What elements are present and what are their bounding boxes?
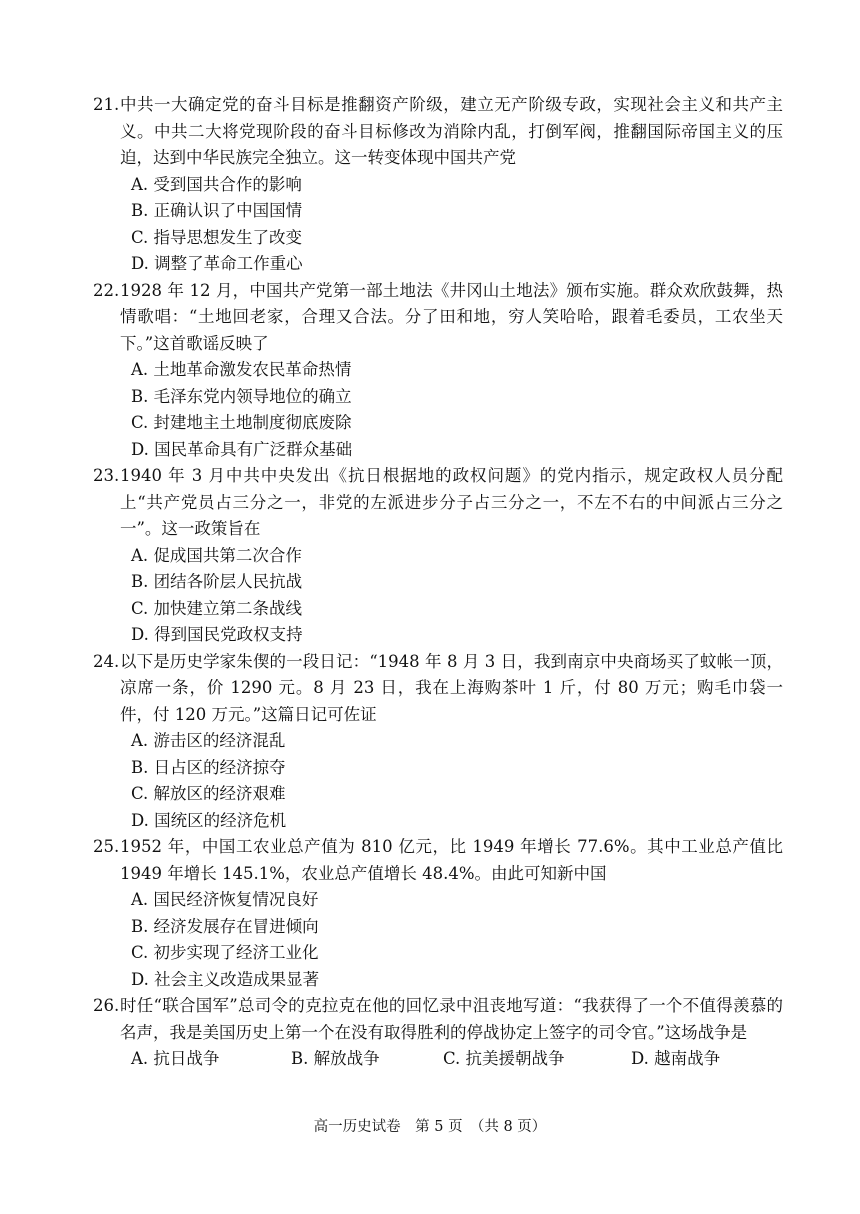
question-stem: [93, 993, 783, 1046]
option-d: D. 调整了革命工作重心: [131, 254, 303, 273]
options-row: [93, 1046, 783, 1073]
option-d: D. 国统区的经济危机: [131, 810, 287, 830]
question-26: [93, 993, 783, 1073]
question-text: 中共一大确定党的奋斗目标是推翻资产阶级，建立无产阶级专政，实现社会主义和共产主义。中共二大将党现阶段的奋斗目标修改为消除内乱，打倒军阀，推翻国际帝国主义的压迫，达到中华民族完全独立。这一转变体现中国共产党: [120, 95, 783, 167]
question-list: [93, 92, 783, 1073]
option-c: C. 初步实现了经济工业化: [131, 943, 319, 962]
question-text: 1928 年 12 月，中国共产党第一部土地法《井冈山土地法》颁布实施。群众欢欣鼓舞，热情歌唱：“土地回老家，合理又合法。分了田和地，穷人笑哈哈，跟着毛委员，工农坐天下。”这首歌谣反映了: [120, 280, 783, 353]
question-number: 25.: [93, 837, 120, 856]
option-c: C. 封建地主土地制度彻底废除: [131, 413, 352, 432]
option-a: A. 游击区的经济混乱: [131, 731, 286, 750]
option-c: C. 抗美援朝战争: [443, 1049, 565, 1068]
question-number: 26.: [93, 996, 120, 1015]
question-number: 21.: [93, 95, 120, 114]
question-24: [93, 649, 783, 835]
option-c: C. 解放区的经济艰难: [131, 784, 286, 803]
option-c: C. 加快建立第二条战线: [131, 598, 303, 618]
question-stem: [93, 649, 783, 729]
option-b: B. 毛泽东党内领导地位的确立: [131, 386, 352, 406]
option-b: B. 日占区的经济掠夺: [131, 757, 286, 777]
option-b: B. 经济发展存在冒进倾向: [131, 916, 319, 936]
page-footer: 高一历史试卷 第 5 页 （共 8 页）: [313, 1119, 547, 1135]
option-b: B. 解放战争: [291, 1049, 380, 1068]
option-a: A. 抗日战争: [131, 1049, 220, 1068]
question-text: 以下是历史学家朱偰的一段日记：“1948 年 8 月 3 日，我到南京中央商场买了蚊帐一顶，凉席一条，价 1290 元。8 月 23 日，我在上海购茶叶 1 斤，付 80 万元；购毛巾袋一件，付 120 万元。”这篇日记可佐证: [120, 651, 783, 724]
question-stem: [93, 278, 783, 358]
question-21: [93, 92, 783, 278]
option-d: D. 得到国民党政权支持: [131, 625, 303, 644]
option-b: B. 团结各阶层人民抗战: [131, 572, 303, 591]
question-stem: [93, 92, 783, 172]
option-a: A. 国民经济恢复情况良好: [131, 890, 319, 909]
question-number: 23.: [93, 466, 120, 485]
option-d: D. 越南战争: [631, 1049, 721, 1068]
question-text: 1952 年，中国工农业总产值为 810 亿元，比 1949 年增长 77.6%。其中工业总产值比 1949 年增长 145.1%，农业总产值增长 48.4%。由此可知新中国: [120, 837, 783, 883]
question-stem: [93, 463, 783, 543]
option-c: C. 指导思想发生了改变: [131, 227, 303, 247]
question-text: 时任“联合国军”总司令的克拉克在他的回忆录中沮丧地写道：“我获得了一个不值得羡慕的名声，我是美国历史上第一个在没有取得胜利的停战协定上签字的司令官。”这场战争是: [120, 996, 783, 1042]
option-a: A. 受到国共合作的影响: [131, 174, 302, 194]
question-25: [93, 834, 783, 993]
option-d: D. 社会主义改造成果显著: [131, 969, 320, 989]
option-a: A. 促成国共第二次合作: [131, 545, 302, 565]
question-number: 24.: [93, 651, 120, 671]
question-23: [93, 463, 783, 649]
question-stem: [93, 834, 783, 887]
option-d: D. 国民革命具有广泛群众基础: [131, 439, 353, 459]
question-22: [93, 278, 783, 464]
option-b: B. 正确认识了中国国情: [131, 201, 303, 220]
question-number: 22.: [93, 280, 120, 300]
option-a: A. 土地革命激发农民革命热情: [131, 360, 352, 379]
question-text: 1940 年 3 月中共中央发出《抗日根据地的政权问题》的党内指示，规定政权人员分配上“共产党员占三分之一，非党的左派进步分子占三分之一，不左不右的中间派占三分之一”。这一政策旨在: [120, 466, 783, 538]
